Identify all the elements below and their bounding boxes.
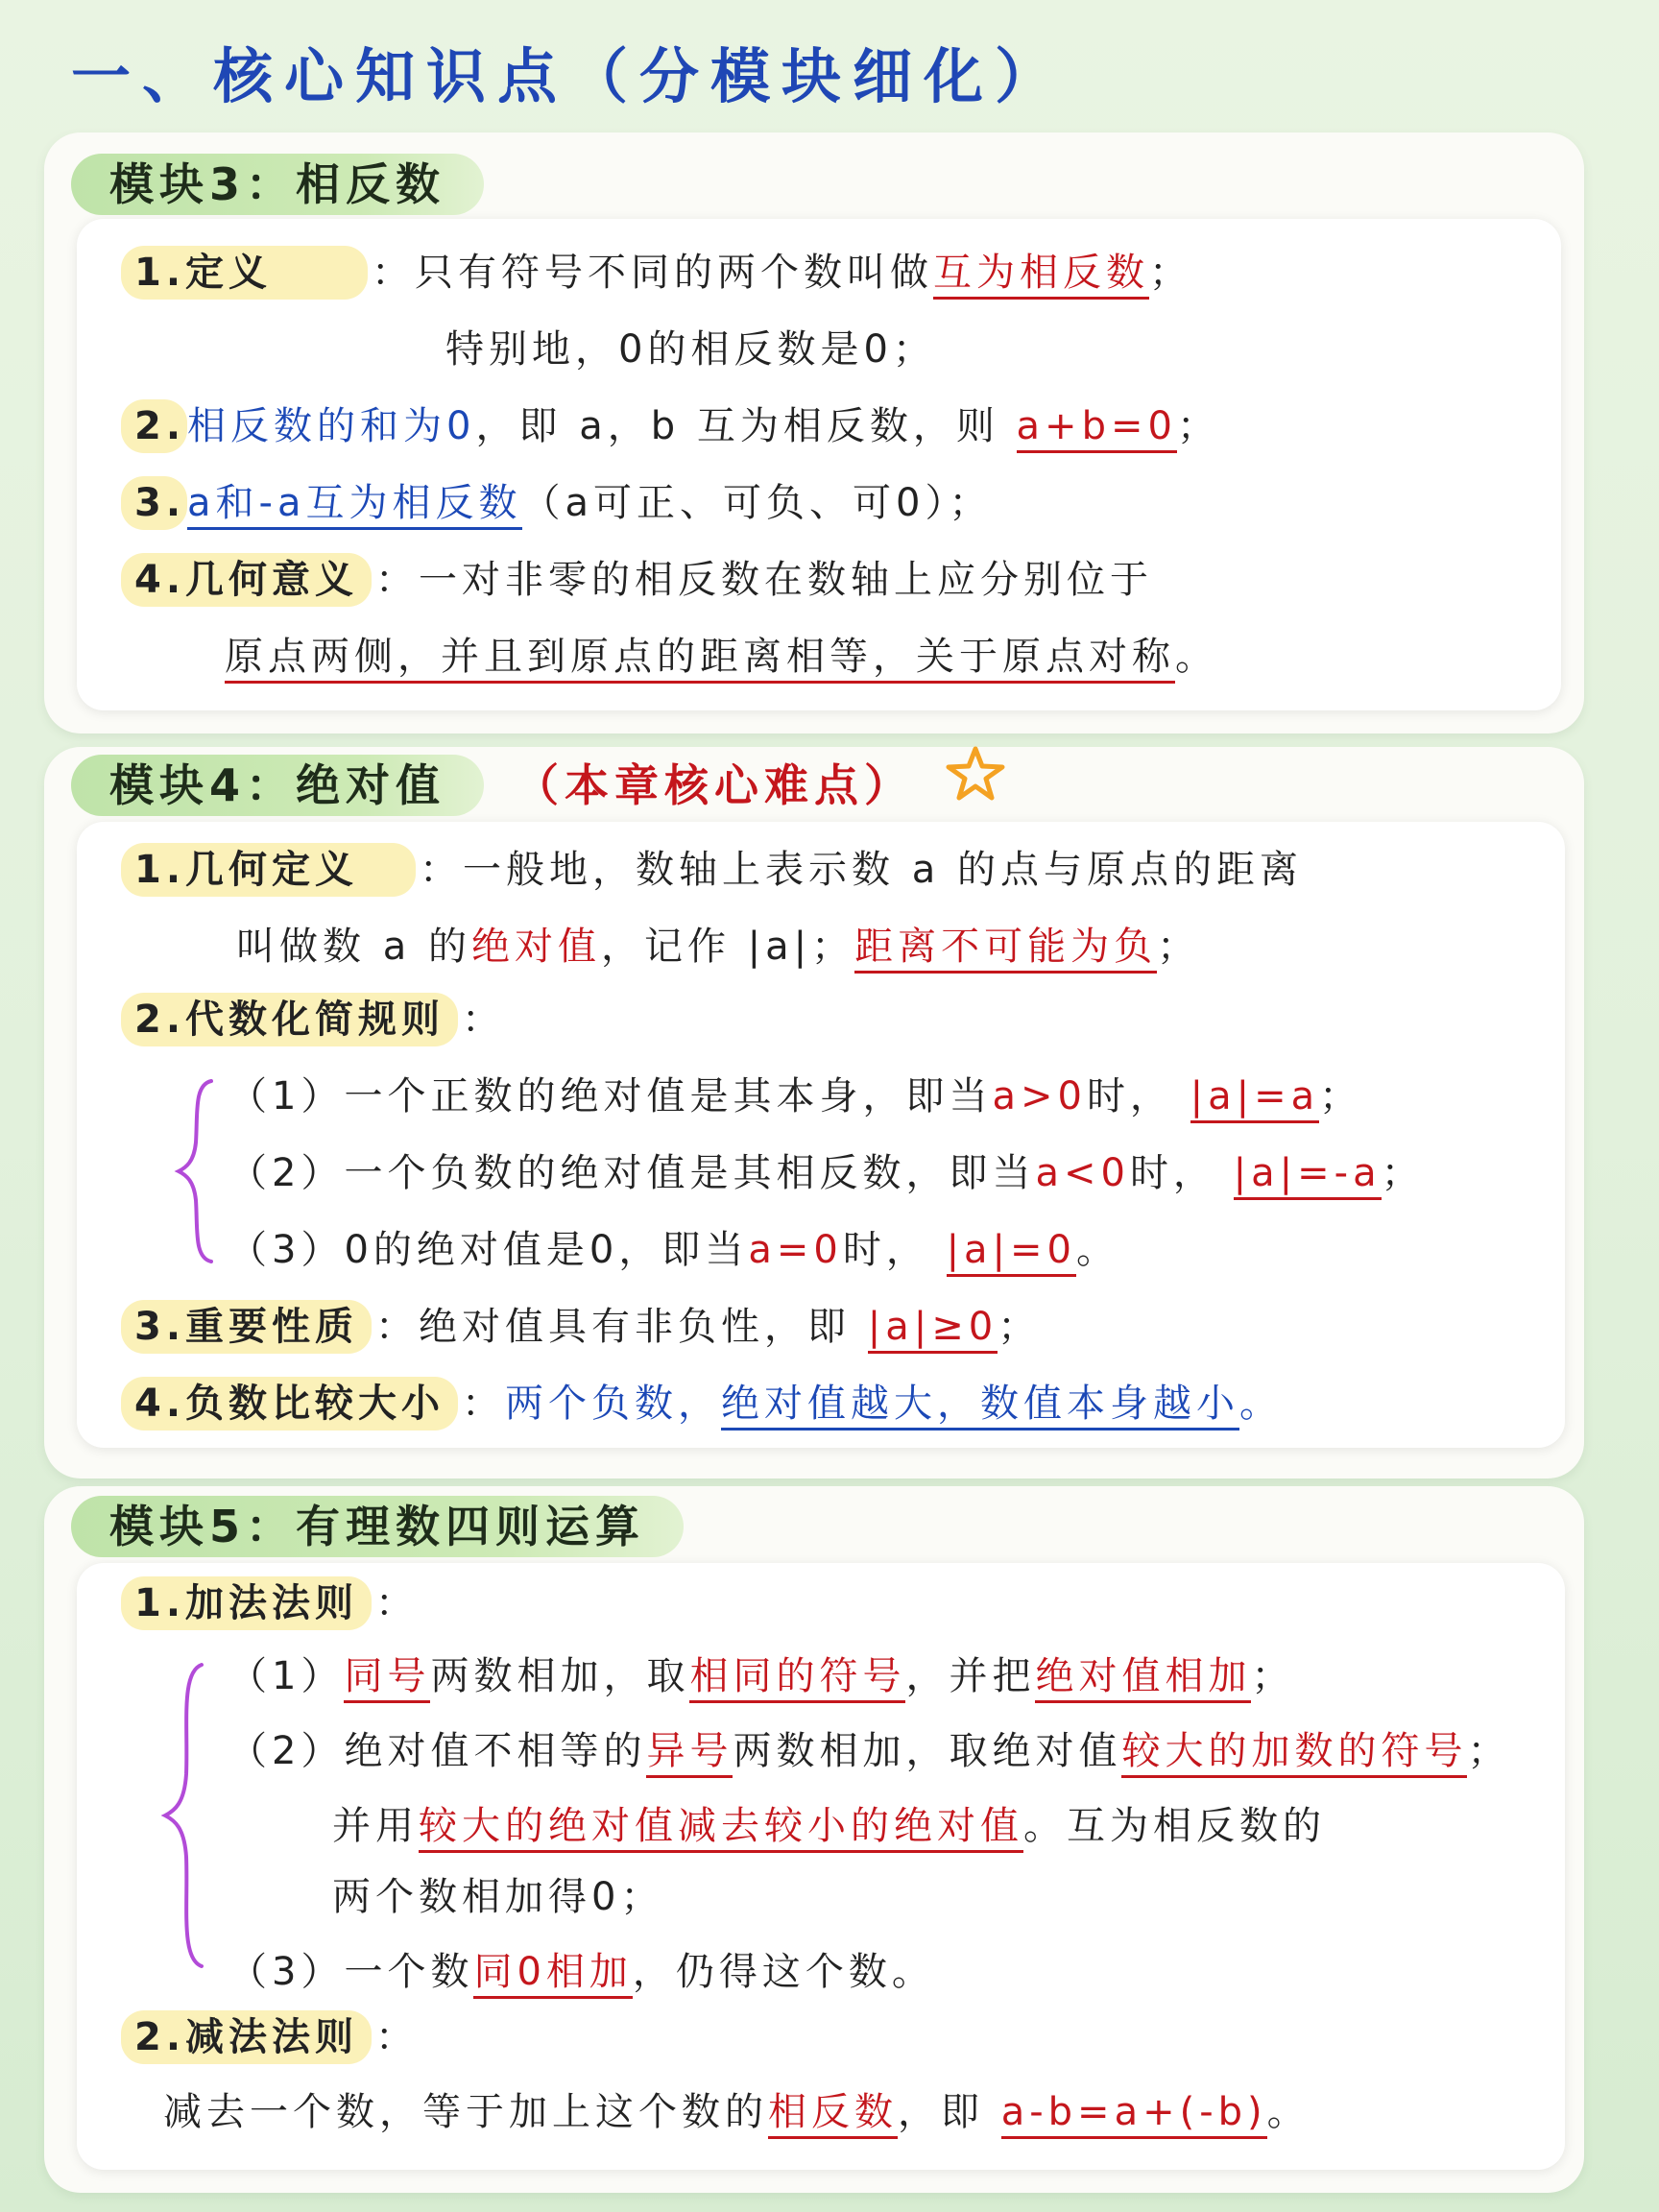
item2-end: ； bbox=[1176, 404, 1220, 448]
definition-label: 1.定义 bbox=[121, 246, 368, 300]
rule3 bbox=[228, 1223, 1119, 1277]
key-property-text: ：绝对值具有非负性，即 bbox=[375, 1305, 852, 1349]
add-rule1-num: （1） bbox=[228, 1654, 345, 1698]
item3-label: 3. bbox=[121, 476, 187, 530]
curly-brace-icon bbox=[159, 1659, 207, 1972]
item4-end: 。 bbox=[1175, 635, 1218, 679]
module4-item1-line2 bbox=[236, 920, 1200, 974]
item2-middle: ，即 a，b 互为相反数，则 bbox=[475, 404, 999, 448]
module5-title: 模块5：有理数四则运算 bbox=[71, 1496, 684, 1557]
module5-subtraction bbox=[121, 2010, 419, 2064]
add-rule2-line2 bbox=[332, 1799, 1326, 1853]
definition-end: ； bbox=[1149, 251, 1193, 295]
add-rule2-end: ； bbox=[1467, 1729, 1511, 1773]
subtraction-text2: ，即 bbox=[898, 2090, 984, 2134]
rule1-when: 时， bbox=[1086, 1074, 1173, 1118]
subtract-abs-term: 较大的绝对值减去较小的绝对值 bbox=[419, 1804, 1023, 1853]
rule2-end: ； bbox=[1381, 1151, 1425, 1195]
module3-item3 bbox=[121, 476, 992, 530]
rule3-text: （3）0的绝对值是0，即当 bbox=[228, 1228, 749, 1272]
module3-definition-line2: 特别地，0的相反数是0； bbox=[445, 327, 936, 372]
add-rule3-text2: ，仍得这个数。 bbox=[632, 1950, 935, 1994]
rule2-result: |a|=-a bbox=[1234, 1151, 1382, 1200]
key-property-end: ； bbox=[998, 1305, 1042, 1349]
add-rule2-text1: （2）绝对值不相等的 bbox=[228, 1729, 647, 1773]
item3-rest: （a可正、可负、可0）； bbox=[521, 481, 993, 525]
add-rule2-line3: 两个数相加得0； bbox=[332, 1875, 664, 1919]
rule2-when: 时， bbox=[1129, 1151, 1216, 1195]
add-rule1-text1: 两数相加，取 bbox=[430, 1654, 690, 1698]
geometric-definition-text: ：一般地，数轴上表示数 a 的点与原点的距离 bbox=[420, 848, 1303, 892]
module3-item2 bbox=[121, 399, 1220, 453]
curly-brace-icon bbox=[173, 1075, 217, 1267]
subtraction-formula: a-b=a+(-b) bbox=[1001, 2090, 1267, 2139]
rule3-when: 时， bbox=[842, 1228, 929, 1272]
page-title: 一、核心知识点（分模块细化） bbox=[71, 41, 1067, 111]
rule2-text: （2）一个负数的绝对值是其相反数，即当 bbox=[228, 1151, 1036, 1195]
item2-label: 2. bbox=[121, 399, 187, 453]
subtraction-rule-text bbox=[163, 2085, 1310, 2139]
add-rule3-text1: （3）一个数 bbox=[228, 1950, 474, 1994]
subtraction-end: 。 bbox=[1266, 2090, 1310, 2134]
module3-title: 模块3：相反数 bbox=[71, 154, 484, 215]
item4-label: 4.几何意义 bbox=[121, 553, 372, 607]
key-property-result: |a|≥0 bbox=[868, 1305, 998, 1354]
larger-addend-sign: 较大的加数的符号 bbox=[1121, 1729, 1467, 1778]
module4-content-panel bbox=[77, 822, 1565, 1448]
opposite-sign-term: 异号 bbox=[646, 1729, 733, 1778]
geometric-definition-label: 1.几何定义 bbox=[121, 843, 416, 897]
rule3-condition: a=0 bbox=[748, 1228, 843, 1272]
definition-text: ：只有符号不同的两个数叫做 bbox=[372, 251, 934, 295]
simplification-rules-label: 2.代数化简规则 bbox=[121, 993, 458, 1046]
module4-note: （本章核心难点） bbox=[515, 759, 914, 811]
negative-compare-colon: ： bbox=[462, 1382, 506, 1426]
add-rule2 bbox=[228, 1724, 1510, 1778]
item2-blue-text: 相反数的和为0 bbox=[187, 404, 476, 448]
module3-item4-line2 bbox=[225, 630, 1218, 684]
module4-item3 bbox=[121, 1300, 1041, 1354]
subtraction-text1: 减去一个数，等于加上这个数的 bbox=[163, 2090, 768, 2134]
negative-compare-b: 绝对值越大，数值本身越小 bbox=[721, 1382, 1239, 1431]
item4-text: ：一对非零的相反数在数轴上应分别位于 bbox=[375, 558, 1154, 602]
add-rule1-end: ； bbox=[1251, 1654, 1295, 1698]
add-rule2-l2-start: 并用 bbox=[332, 1804, 419, 1848]
key-property-label: 3.重要性质 bbox=[121, 1300, 372, 1354]
item1-line2-end: ； bbox=[1157, 925, 1201, 969]
rule3-end: 。 bbox=[1076, 1228, 1119, 1272]
add-rule3 bbox=[228, 1945, 935, 1999]
subtraction-rule-colon: ： bbox=[375, 2015, 420, 2059]
item1-line2-start: 叫做数 a 的 bbox=[236, 925, 471, 969]
absolute-value-term: 绝对值 bbox=[470, 925, 601, 969]
same-sign-term: 同号 bbox=[344, 1654, 430, 1703]
rule1 bbox=[228, 1070, 1362, 1123]
abs-sum-term: 绝对值相加 bbox=[1035, 1654, 1251, 1703]
negative-compare-end: 。 bbox=[1239, 1382, 1284, 1426]
module4-item2 bbox=[121, 993, 505, 1046]
module3-item4 bbox=[121, 553, 1153, 607]
addition-rule-colon: ： bbox=[375, 1581, 420, 1625]
add-rule2-text2: 两数相加，取绝对值 bbox=[733, 1729, 1122, 1773]
definition-term: 互为相反数 bbox=[933, 251, 1149, 300]
rule1-result: |a|=a bbox=[1190, 1074, 1320, 1123]
module4-item1 bbox=[121, 843, 1303, 897]
rule2 bbox=[228, 1146, 1425, 1200]
module3-definition bbox=[121, 246, 1192, 300]
module4-item4 bbox=[121, 1377, 1283, 1431]
subtraction-rule-label: 2.减法法则 bbox=[121, 2010, 372, 2064]
simplification-rules-colon: ： bbox=[462, 998, 506, 1042]
negative-compare-a: 两个负数， bbox=[505, 1382, 722, 1426]
non-negative-distance: 距离不可能为负 bbox=[854, 925, 1157, 974]
rule1-text: （1）一个正数的绝对值是其本身，即当 bbox=[228, 1074, 993, 1118]
opposite-number-term: 相反数 bbox=[768, 2090, 898, 2139]
add-rule1-text2: ，并把 bbox=[905, 1654, 1036, 1698]
module4-title: 模块4：绝对值 bbox=[71, 755, 484, 816]
item3-blue-text: a和-a互为相反数 bbox=[187, 481, 521, 530]
item2-formula: a+b=0 bbox=[1017, 404, 1177, 453]
add-rule2-l2-end: 。互为相反数的 bbox=[1023, 1804, 1326, 1848]
negative-compare-label: 4.负数比较大小 bbox=[121, 1377, 458, 1431]
rule3-result: |a|=0 bbox=[947, 1228, 1076, 1277]
item4-underlined: 原点两侧，并且到原点的距离相等，关于原点对称 bbox=[225, 635, 1175, 684]
add-rule1 bbox=[228, 1649, 1294, 1703]
same-sign-result: 相同的符号 bbox=[689, 1654, 905, 1703]
item1-line2-mid: ，记作 |a|； bbox=[600, 925, 855, 969]
star-icon bbox=[943, 743, 1008, 805]
rule2-condition: a<0 bbox=[1035, 1151, 1130, 1195]
add-zero-term: 同0相加 bbox=[473, 1950, 632, 1999]
module5-addition bbox=[121, 1576, 419, 1630]
rule1-end: ； bbox=[1319, 1074, 1363, 1118]
rule1-condition: a>0 bbox=[992, 1074, 1087, 1118]
addition-rule-label: 1.加法法则 bbox=[121, 1576, 372, 1630]
